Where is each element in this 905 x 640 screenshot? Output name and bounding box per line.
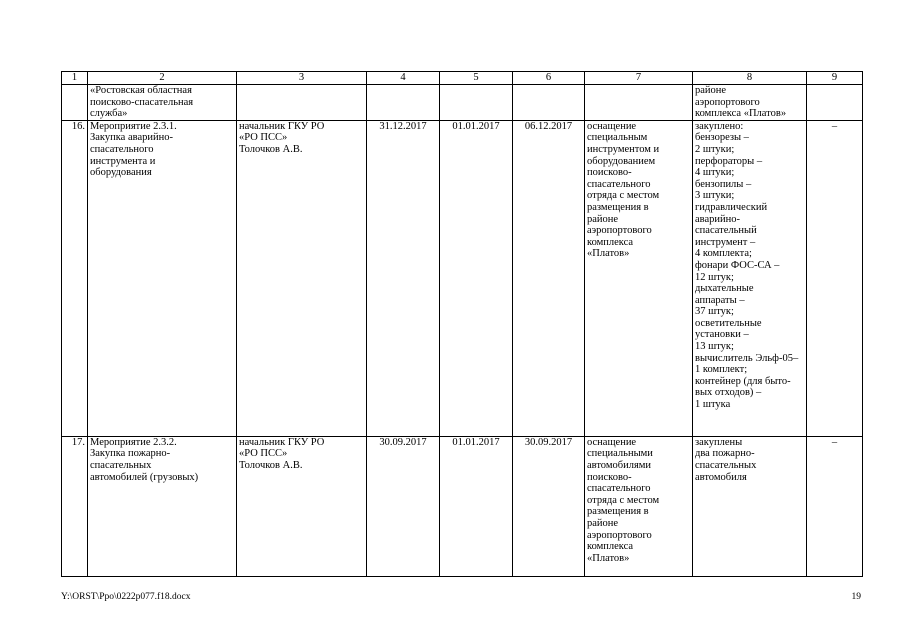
actual-end-date: 06.12.2017 (513, 120, 585, 436)
fact-line: два пожарно- (695, 448, 755, 460)
title-line: оборудования (90, 167, 152, 179)
fact-line: закуплено: (695, 120, 744, 132)
result-line: отряда с местом (587, 190, 660, 202)
cont-cell-5 (440, 85, 513, 121)
result-line: отряда с местом (587, 494, 660, 506)
cont-org-cell (88, 85, 237, 121)
fact-line: автомобиля (695, 471, 747, 483)
actual-start-date: 01.01.2017 (440, 120, 513, 436)
cont-fact-cell (693, 85, 807, 121)
responsible-cell (237, 120, 367, 436)
fact-line: инструмент – (695, 236, 756, 248)
title-line: Закупка пожарно- (90, 448, 171, 460)
fact-line: бензорезы – (695, 132, 749, 144)
fact-line: 4 комплекта; (695, 248, 752, 260)
fact-line: аппараты – (695, 294, 745, 306)
fact-line: спасательных (695, 459, 757, 471)
report-table (61, 71, 863, 577)
cont-cell-4 (367, 85, 440, 121)
file-path: Y:\ORST\Ppo\0222p077.f18.docx (61, 592, 191, 602)
note-cell: – (807, 120, 863, 436)
result-line: аэропортового (587, 529, 652, 541)
result-line: «Платов» (587, 248, 630, 260)
result-line: районе (587, 517, 619, 529)
fact-line: 2 штуки; (695, 143, 735, 155)
fact-line: 1 комплект; (695, 364, 748, 376)
resp-line: начальник ГКУ РО (239, 436, 325, 448)
result-line: поисково- (587, 167, 632, 179)
title-line: спасательных (90, 459, 152, 471)
expected-result-cell (585, 436, 693, 576)
fact-line: 12 штук; (695, 271, 734, 283)
result-line: оснащение (587, 120, 637, 132)
cont-cell-3 (237, 85, 367, 121)
result-line: аэропортового (587, 225, 652, 237)
row-number: 16. (62, 120, 88, 436)
fact-line: 3 штуки; (695, 190, 735, 202)
resp-line: Толочков А.В. (239, 459, 303, 471)
result-line: спасательного (587, 483, 651, 495)
resp-line: «РО ПСС» (239, 448, 288, 460)
fact-line: 13 штук; (695, 341, 734, 353)
actual-start-date: 01.01.2017 (440, 436, 513, 576)
header-cell-1: 1 (62, 72, 88, 85)
planned-end-date: 31.12.2017 (367, 120, 440, 436)
result-line: инструментом и (587, 143, 660, 155)
expected-result-cell (585, 120, 693, 436)
row-number: 17. (62, 436, 88, 576)
result-line: комплекса (587, 236, 634, 248)
fact-line: вых отходов) – (695, 387, 762, 399)
title-line: Закупка аварийно- (90, 132, 173, 144)
cont-cell-6 (513, 85, 585, 121)
resp-line: «РО ПСС» (239, 132, 288, 144)
header-cell-3: 3 (237, 72, 367, 85)
header-cell-6: 6 (513, 72, 585, 85)
result-line: оснащение (587, 436, 637, 448)
fact-line: осветительные (695, 317, 762, 329)
result-line: специальным (587, 132, 648, 144)
fact-line: 1 штука (695, 399, 731, 411)
result-line: поисково- (587, 471, 632, 483)
result-line: специальными (587, 448, 653, 460)
table-row-17 (62, 436, 863, 576)
cont-cell-7 (585, 85, 693, 121)
header-row (62, 72, 863, 85)
actual-result-cell (693, 120, 807, 436)
header-cell-8: 8 (693, 72, 807, 85)
header-cell-4: 4 (367, 72, 440, 85)
cont-org-line: поисково-спасательная (90, 96, 194, 108)
measure-title-cell (88, 436, 237, 576)
header-cell-9: 9 (807, 72, 863, 85)
actual-result-cell (693, 436, 807, 576)
header-cell-5: 5 (440, 72, 513, 85)
fact-line: аварийно- (695, 213, 740, 225)
header-cell-7: 7 (585, 72, 693, 85)
resp-line: Толочков А.В. (239, 143, 303, 155)
fact-line: 37 штук; (695, 306, 734, 318)
fact-line: дыхательные (695, 283, 754, 295)
cont-org-line: служба» (90, 108, 128, 120)
result-line: размещения в (587, 506, 649, 518)
result-line: «Платов» (587, 552, 630, 564)
title-line: автомобилей (грузовых) (90, 471, 199, 483)
cont-num-cell (62, 85, 88, 121)
title-line: Мероприятие 2.3.1. (90, 120, 177, 132)
cont-org-line: «Ростовская областная (90, 85, 192, 96)
continuation-row (62, 85, 863, 121)
table-row-16 (62, 120, 863, 436)
responsible-cell (237, 436, 367, 576)
fact-line: установки – (695, 329, 749, 341)
resp-line: начальник ГКУ РО (239, 120, 325, 132)
header-cell-2: 2 (88, 72, 237, 85)
actual-end-date: 30.09.2017 (513, 436, 585, 576)
cont-fact-line: районе (695, 85, 727, 96)
result-line: автомобилями (587, 459, 652, 471)
fact-line: перфораторы – (695, 155, 763, 167)
page-number: 19 (851, 592, 861, 602)
note-cell: – (807, 436, 863, 576)
cont-fact-line: аэропортового (695, 96, 760, 108)
fact-line: 4 штуки; (695, 167, 735, 179)
fact-line: контейнер (для быто- (695, 375, 791, 387)
title-line: Мероприятие 2.3.2. (90, 436, 177, 448)
result-line: спасательного (587, 178, 651, 190)
fact-line: бензопилы – (695, 178, 752, 190)
fact-line: закуплены (695, 436, 743, 448)
fact-line: фонари ФОС-СА – (695, 259, 780, 271)
cont-cell-9 (807, 85, 863, 121)
result-line: оборудованием (587, 155, 656, 167)
title-line: спасательного (90, 143, 154, 155)
result-line: комплекса (587, 541, 634, 553)
fact-line: гидравлический (695, 201, 768, 213)
title-line: инструмента и (90, 155, 156, 167)
planned-end-date: 30.09.2017 (367, 436, 440, 576)
fact-line: вычислитель Эльф-05– (695, 352, 799, 364)
measure-title-cell (88, 120, 237, 436)
cont-fact-line: комплекса «Платов» (695, 108, 787, 120)
result-line: размещения в (587, 201, 649, 213)
result-line: районе (587, 213, 619, 225)
fact-line: спасательный (695, 225, 757, 237)
